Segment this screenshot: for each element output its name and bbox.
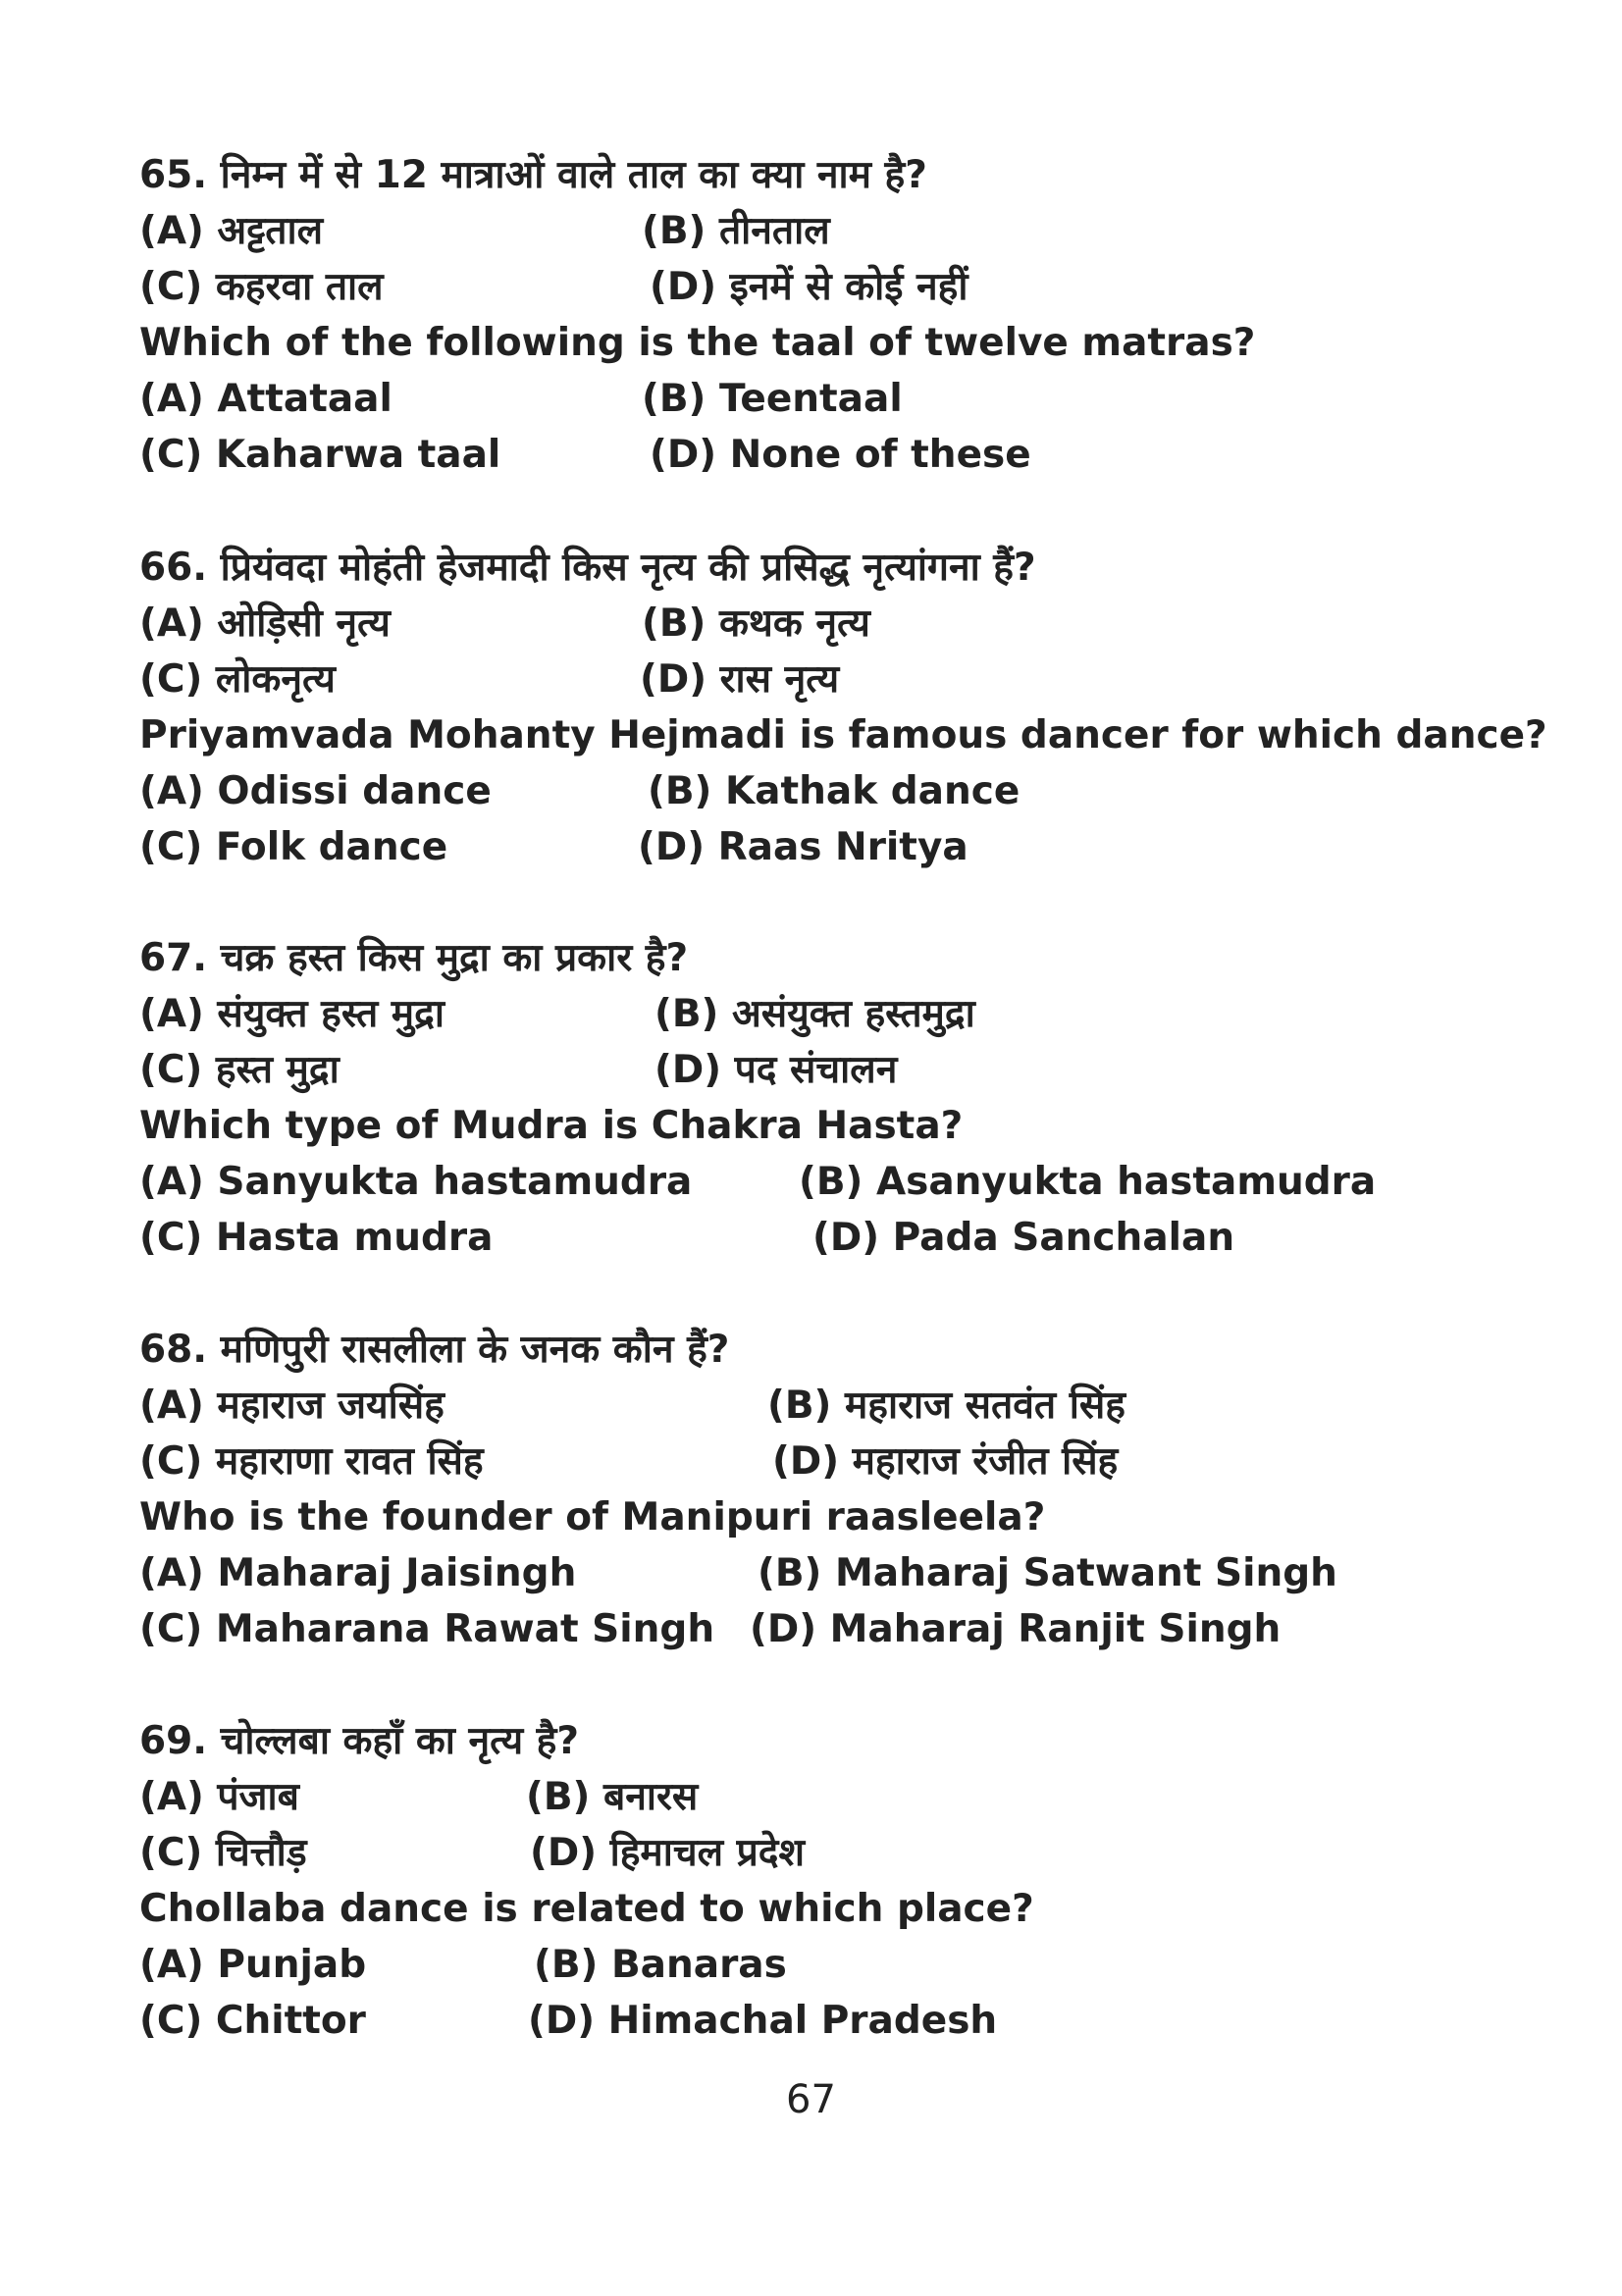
option-a-hindi: (A) संयुक्त हस्त मुद्रा [139, 992, 445, 1036]
options-row-english-ab [139, 371, 1533, 427]
question-english: Which of the following is the taal of twelve matras? [139, 321, 1256, 365]
options-row-english-cd [139, 1993, 1533, 2049]
option-b-english: (B) Teentaal [642, 377, 903, 421]
option-a-hindi: (A) पंजाब [139, 1775, 299, 1819]
question-english: Who is the founder of Manipuri raasleela? [139, 1495, 1046, 1539]
options-row-hindi-cd [139, 652, 1533, 707]
options-row-hindi-cd [139, 1042, 1533, 1098]
option-d-hindi: (D) इनमें से कोई नहीं [650, 265, 968, 309]
option-a-english: (A) Maharaj Jaisingh [139, 1551, 577, 1595]
question-number: 69. [139, 1719, 208, 1763]
options-row-hindi-ab [139, 1769, 1533, 1825]
option-b-english: (B) Maharaj Satwant Singh [758, 1551, 1337, 1595]
options-row-english-ab [139, 1545, 1533, 1601]
option-b-hindi: (B) कथक नृत्य [642, 601, 870, 646]
option-a-english: (A) Sanyukta hastamudra [139, 1160, 693, 1204]
question-hindi [139, 930, 1533, 986]
option-c-hindi: (C) चित्तौड़ [139, 1831, 307, 1875]
option-b-english: (B) Asanyukta hastamudra [799, 1160, 1377, 1204]
page-number: 67 [786, 2077, 836, 2122]
option-c-english: (C) Chittor [139, 1999, 366, 2043]
option-a-hindi: (A) अट्टताल [139, 209, 324, 253]
question-text-hindi: मणिपुरी रासलीला के जनक कौन हैं? [220, 1328, 730, 1372]
question-hindi [139, 1713, 1533, 1769]
option-b-english: (B) Kathak dance [648, 769, 1020, 813]
question-english: Which type of Mudra is Chakra Hasta? [139, 1104, 964, 1148]
option-c-english: (C) Hasta mudra [139, 1216, 494, 1260]
question-number: 67. [139, 936, 208, 980]
options-row-hindi-ab [139, 203, 1533, 259]
option-d-hindi: (D) पद संचालन [654, 1048, 898, 1092]
question-66 [139, 540, 1547, 875]
options-row-hindi-cd [139, 1825, 1533, 1881]
question-text-hindi: चोल्लबा कहाँ का नृत्य है? [220, 1719, 579, 1763]
options-row-hindi-ab [139, 986, 1533, 1042]
option-d-english: (D) None of these [650, 433, 1031, 477]
option-b-hindi: (B) असंयुक्त हस्तमुद्रा [654, 992, 975, 1036]
option-d-hindi: (D) महाराज रंजीत सिंह [772, 1439, 1119, 1484]
question-hindi [139, 1322, 1533, 1378]
option-b-hindi: (B) तीनताल [642, 209, 830, 253]
options-row-english-cd [139, 1601, 1533, 1657]
question-68 [139, 1322, 1533, 1657]
option-a-english: (A) Punjab [139, 1943, 367, 1987]
option-c-hindi: (C) कहरवा ताल [139, 265, 384, 309]
option-c-hindi: (C) लोकनृत्य [139, 657, 336, 702]
option-a-hindi: (A) महाराज जयसिंह [139, 1383, 445, 1428]
option-c-english: (C) Kaharwa taal [139, 433, 501, 477]
options-row-hindi-ab [139, 1378, 1533, 1434]
options-row-english-ab [139, 1937, 1533, 1993]
option-d-english: (D) Raas Nritya [638, 825, 968, 869]
question-hindi [139, 540, 1533, 596]
question-65 [139, 147, 1533, 483]
options-row-english-ab [139, 1154, 1533, 1210]
question-english: Priyamvada Mohanty Hejmadi is famous dancer for which dance? [139, 713, 1547, 757]
options-row-english-cd [139, 427, 1533, 483]
question-number: 68. [139, 1328, 208, 1372]
option-d-hindi: (D) रास नृत्य [640, 657, 840, 702]
question-hindi [139, 147, 1533, 203]
option-b-english: (B) Banaras [534, 1943, 787, 1987]
option-a-english: (A) Attataal [139, 377, 392, 421]
option-c-hindi: (C) महाराणा रावत सिंह [139, 1439, 484, 1484]
options-row-english-cd [139, 819, 1533, 875]
option-d-english: (D) Maharaj Ranjit Singh [750, 1607, 1282, 1651]
option-c-hindi: (C) हस्त मुद्रा [139, 1048, 340, 1092]
option-b-hindi: (B) महाराज सतवंत सिंह [767, 1383, 1125, 1428]
question-69 [139, 1713, 1533, 2049]
options-row-english-ab [139, 763, 1533, 819]
option-d-english: (D) Pada Sanchalan [812, 1216, 1235, 1260]
options-row-hindi-cd [139, 1434, 1533, 1489]
question-67 [139, 930, 1533, 1266]
options-row-hindi-ab [139, 596, 1533, 652]
question-english: Chollaba dance is related to which place? [139, 1887, 1034, 1931]
options-row-english-cd [139, 1210, 1533, 1266]
option-a-english: (A) Odissi dance [139, 769, 492, 813]
question-text-hindi: निम्न में से 12 मात्राओं वाले ताल का क्या नाम है? [220, 153, 927, 197]
option-c-english: (C) Folk dance [139, 825, 448, 869]
question-number: 66. [139, 546, 208, 590]
question-text-hindi: चक्र हस्त किस मुद्रा का प्रकार है? [220, 936, 689, 980]
option-c-english: (C) Maharana Rawat Singh [139, 1607, 715, 1651]
option-d-english: (D) Himachal Pradesh [528, 1999, 998, 2043]
option-b-hindi: (B) बनारस [526, 1775, 699, 1819]
question-number: 65. [139, 153, 208, 197]
option-d-hindi: (D) हिमाचल प्रदेश [530, 1831, 806, 1875]
options-row-hindi-cd [139, 259, 1533, 315]
question-text-hindi: प्रियंवदा मोहंती हेजमादी किस नृत्य की प्रसिद्ध नृत्यांगना हैं? [220, 546, 1036, 590]
option-a-hindi: (A) ओड़िसी नृत्य [139, 601, 391, 646]
